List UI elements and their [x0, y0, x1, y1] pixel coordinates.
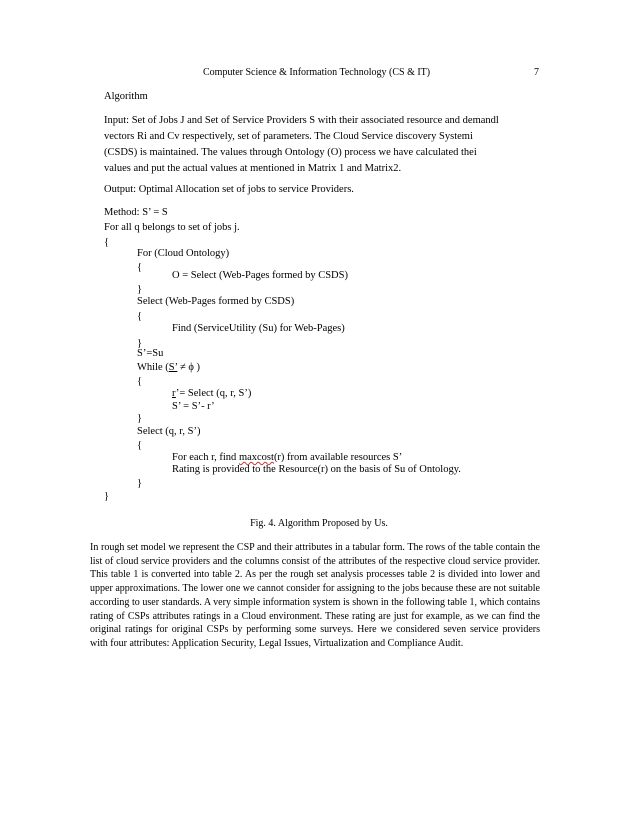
- algorithm-heading: Algorithm: [104, 91, 148, 102]
- while-prefix: While (: [137, 362, 169, 373]
- while-open-brace: {: [137, 376, 143, 387]
- algorithm-input-line-4: values and put the actual values at mentioned in Matrix 1 and Matrix2.: [104, 163, 402, 174]
- for-each-prefix: For each r, find: [172, 452, 239, 463]
- r-variable: r: [172, 388, 176, 399]
- r-select-expr: ’= Select (q, r, S’): [175, 388, 252, 399]
- while-suffix: ≠ ϕ ): [177, 362, 201, 373]
- body-paragraph: In rough set model we represent the CSP and their attributes in a tabular form. The rows of the table contain the list of cloud service providers and the columns consist of the attributes of the respective cloud service provider. This table 1 is converted into table 2. As per the rough set analysis processes table 2 is divided into lower and upper approximations. The lower one we cannot consider for assigning to the jobs because these are not suitable according to user standards. A very simple information system is shown in the following table 1, which contains rating of CSPs attributes ratings in a Cloud environment. These rating are just for example, as we can find the original ratings for original CSPs by performing some surveys. Here we considered seven service providers with four attributes: Application Security, Legal Issues, Virtualization and Compliance Audit.: [90, 542, 540, 649]
- for-close-brace: }: [137, 284, 143, 295]
- for-open-brace: {: [137, 262, 143, 273]
- select-q-close-brace: }: [137, 478, 143, 489]
- figure-caption: Fig. 4. Algorithm Proposed by Us.: [250, 518, 388, 529]
- o-select-statement: O = Select (Web-Pages formed by CSDS): [172, 270, 348, 281]
- select-close-brace: }: [137, 338, 143, 349]
- algorithm-input-line-1: Input: Set of Jobs J and Set of Service Providers S with their associated resource and demandl: [104, 115, 499, 126]
- while-variable: S’: [168, 362, 178, 373]
- running-header: Computer Science & Information Technology (CS & IT): [203, 67, 431, 78]
- select-q-r-s: Select (q, r, S’): [137, 426, 201, 437]
- rating-statement: Rating is provided to the Resource(r) on the basis of Su of Ontology.: [172, 464, 461, 475]
- algorithm-output: Output: Optimal Allocation set of jobs to service Providers.: [104, 184, 354, 195]
- algorithm-for-all: For all q belongs to set of jobs j.: [104, 222, 240, 233]
- outer-close-brace: }: [104, 491, 110, 502]
- while-statement: [137, 360, 200, 376]
- find-service-utility: Find (ServiceUtility (Su) for Web-Pages): [172, 323, 345, 334]
- outer-open-brace: {: [104, 237, 110, 248]
- maxcost-function: maxcost: [238, 452, 274, 463]
- select-q-open-brace: {: [137, 440, 143, 451]
- for-cloud-ontology: For (Cloud Ontology): [137, 248, 230, 259]
- s-minus-statement: S’ = S’- r’: [172, 401, 215, 412]
- select-web-pages: Select (Web-Pages formed by CSDS): [137, 296, 295, 307]
- for-each-suffix: (r) from available resources S’: [273, 452, 403, 463]
- algorithm-method: Method: S’ = S: [104, 207, 168, 218]
- s-equals-su: S’=Su: [137, 348, 164, 359]
- page-number: 7: [534, 67, 539, 78]
- select-open-brace: {: [137, 311, 143, 322]
- algorithm-input-line-2: vectors Ri and Cv respectively, set of parameters. The Cloud Service discovery Systemi: [104, 131, 473, 142]
- while-close-brace: }: [137, 413, 143, 424]
- algorithm-input-line-3: (CSDS) is maintained. The values through Ontology (O) process we have calculated thei: [104, 147, 477, 158]
